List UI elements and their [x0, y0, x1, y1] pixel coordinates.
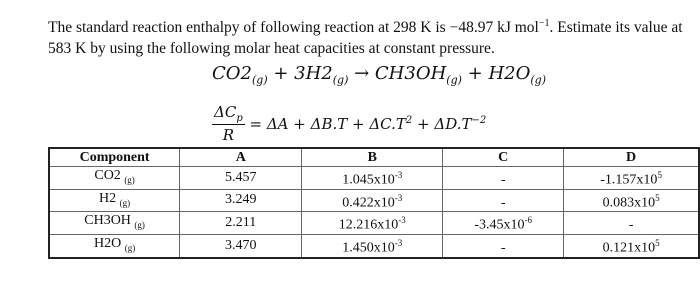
reactant-co2: CO2	[212, 63, 252, 84]
rhs-mid: + ΔD.T	[412, 114, 472, 133]
table-header-row	[49, 148, 699, 167]
d-mantissa: -1.157x10	[600, 172, 658, 188]
cell-component	[49, 234, 180, 257]
cp-fraction	[212, 103, 245, 144]
rhs-text: = ΔA + ΔB.T + ΔC.T	[249, 114, 406, 133]
c-mantissa: -	[500, 195, 506, 211]
d-mantissa: 0.121x10	[602, 240, 656, 256]
cell-d	[564, 189, 699, 212]
d-mantissa: 0.083x10	[602, 195, 656, 211]
header-b: B	[302, 148, 443, 167]
component-name: H2	[99, 190, 117, 206]
problem-text-1: The standard reaction enthalpy of following reaction at 298 K is −48.97 kJ mol	[48, 19, 539, 37]
rhs-exp-2: −2	[471, 114, 487, 126]
component-name: CH3OH	[84, 213, 131, 229]
d-exponent: 5	[655, 192, 660, 203]
component-phase: (g)	[119, 197, 131, 208]
component-phase: (g)	[124, 242, 136, 253]
cp-numerator	[212, 103, 245, 125]
reactant-h2: + 3H2	[273, 63, 333, 84]
cell-b	[302, 212, 443, 235]
cell-d	[564, 167, 699, 190]
rhs-exp-1: 2	[405, 114, 413, 126]
reaction-equation	[212, 63, 546, 87]
problem-statement	[48, 13, 688, 59]
d-exponent: 5	[655, 237, 660, 248]
cell-d	[564, 212, 699, 235]
b-exponent: -3	[398, 215, 406, 226]
heat-capacity-equation	[212, 103, 486, 144]
cell-a: 3.470	[180, 234, 302, 257]
table-row	[49, 234, 699, 257]
d-mantissa: -	[628, 217, 634, 233]
header-c: C	[443, 148, 564, 167]
methanol-phase: (g)	[446, 73, 462, 87]
cell-component	[49, 212, 180, 235]
problem-text-2: . Estimate its value at 583 K by using the following molar heat capacities at constant pressure.	[48, 19, 683, 58]
cell-b	[302, 189, 443, 212]
cell-c	[443, 212, 564, 235]
cell-c	[443, 234, 564, 257]
component-name: H2O	[93, 235, 122, 251]
water-phase: (g)	[530, 73, 546, 87]
component-phase: (g)	[124, 174, 135, 185]
d-exponent: 5	[657, 170, 662, 180]
header-d: D	[564, 148, 699, 167]
heat-capacity-table	[48, 147, 700, 259]
table-row	[49, 167, 699, 190]
cell-c	[443, 167, 564, 190]
product-water: + H2O	[467, 63, 531, 84]
co2-phase: (g)	[251, 73, 268, 87]
b-mantissa: 1.045x10	[342, 172, 395, 188]
unit-exponent: −1	[538, 18, 550, 29]
header-a: A	[180, 148, 302, 167]
table-row	[49, 189, 699, 212]
cp-rhs	[250, 115, 487, 133]
c-mantissa: -	[500, 240, 506, 256]
cell-a: 3.249	[180, 189, 302, 212]
component-phase: (g)	[134, 220, 145, 231]
cell-a: 5.457	[180, 167, 302, 190]
header-component: Component	[49, 148, 180, 167]
numerator-sub: p	[236, 113, 243, 124]
b-mantissa: 12.216x10	[338, 217, 399, 233]
b-exponent: -3	[394, 192, 403, 203]
cp-denominator: R	[222, 126, 234, 144]
table-row	[49, 212, 699, 235]
b-mantissa: 1.450x10	[342, 240, 395, 256]
cell-b	[302, 234, 443, 257]
cell-component	[49, 167, 180, 190]
numerator-text: ΔC	[214, 103, 237, 121]
c-exponent: -6	[524, 215, 532, 226]
product-methanol: → CH3OH	[354, 63, 447, 84]
c-mantissa: -3.45x10	[474, 217, 525, 233]
h2-phase: (g)	[332, 73, 349, 87]
cell-c	[443, 189, 564, 212]
c-mantissa: -	[500, 172, 506, 188]
b-mantissa: 0.422x10	[342, 195, 395, 211]
cell-a: 2.211	[180, 212, 302, 235]
cell-b	[302, 167, 443, 190]
b-exponent: -3	[394, 170, 403, 180]
b-exponent: -3	[394, 237, 403, 248]
cell-component	[49, 189, 180, 212]
cell-d	[564, 234, 699, 257]
component-name: CO2	[94, 167, 121, 183]
